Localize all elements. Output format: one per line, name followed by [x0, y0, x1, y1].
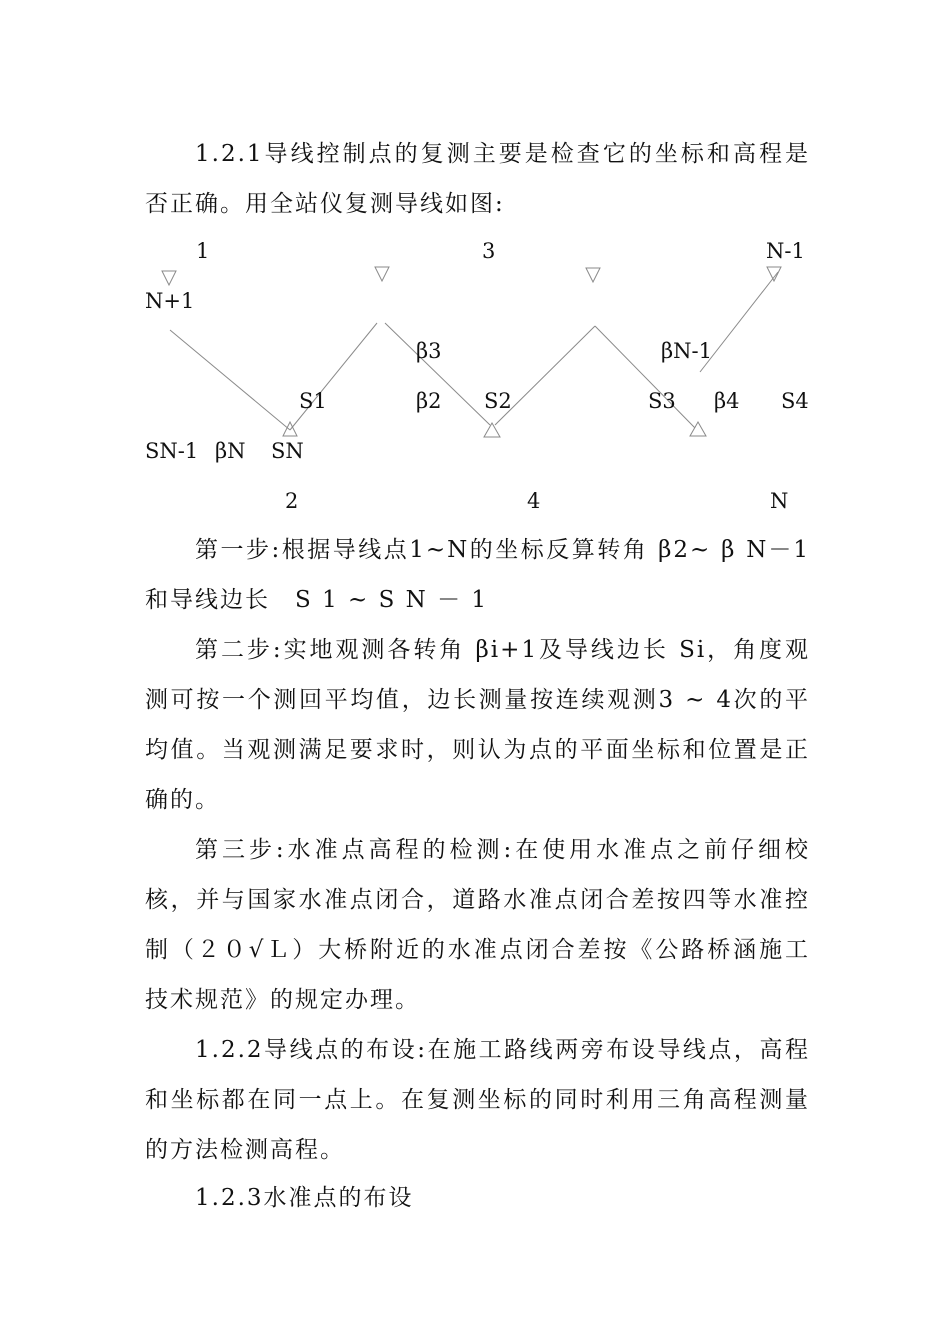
paragraph-step-three: 第三步:水准点高程的检测:在使用水准点之前仔细校核，并与国家水准点闭合，道路水准点闭合差按四等水准控制（２０√Ｌ）大桥附近的水准点闭合差按《公路桥涵施工技术规范》的规定办理。 — [145, 837, 810, 1013]
station-marker-icon — [375, 267, 389, 281]
side-label: S2 — [484, 389, 512, 413]
side-label: S3 — [648, 389, 676, 413]
angle-label: β4 — [714, 389, 740, 413]
section-heading-benchmark: 1.2.3水准点的布设 — [195, 1185, 414, 1211]
point-label: 2 — [285, 489, 299, 513]
traverse-lines — [0, 0, 950, 540]
angle-label: βN-1 — [661, 339, 712, 363]
angle-label: β2 — [416, 389, 442, 413]
point-label: 3 — [482, 239, 496, 263]
station-marker-icon — [162, 271, 176, 285]
side-label: SN-1 — [145, 439, 199, 463]
paragraph-step-two: 第二步:实地观测各转角 βi+1及导线边长 Si，角度观测可按一个测回平均值，边长测量按连续观测3 ~ 4次的平均值。当观测满足要求时，则认为点的平面坐标和位置是正确的。 — [145, 637, 810, 813]
paragraph-step-one: 第一步:根据导线点1~N的坐标反算转角 β2~ β N－1和导线边长 S 1 ~ S N － 1 — [145, 537, 810, 613]
station-marker-icon — [586, 268, 600, 282]
point-label: 1 — [196, 239, 210, 263]
angle-label: βN — [215, 439, 246, 463]
side-label: SN — [271, 439, 304, 463]
station-marker-icon — [767, 267, 781, 281]
traverse-leg — [290, 323, 377, 430]
traverse-leg — [170, 330, 290, 430]
station-marker-icon — [484, 423, 500, 437]
station-marker-icon — [690, 422, 706, 436]
side-label: S4 — [781, 389, 809, 413]
side-label: S1 — [299, 389, 327, 413]
point-label: N — [770, 489, 789, 513]
point-label: N+1 — [145, 289, 195, 313]
angle-label: β3 — [416, 339, 442, 363]
point-label: 4 — [527, 489, 541, 513]
point-label: N-1 — [766, 239, 805, 263]
paragraph-traverse-layout: 1.2.2导线点的布设:在施工路线两旁布设导线点，高程和坐标都在同一点上。在复测坐标的同时利用三角高程测量的方法检测高程。 — [145, 1037, 810, 1163]
paragraph-intro: 1.2.1导线控制点的复测主要是检查它的坐标和高程是否正确。用全站仪复测导线如图: — [145, 141, 810, 217]
